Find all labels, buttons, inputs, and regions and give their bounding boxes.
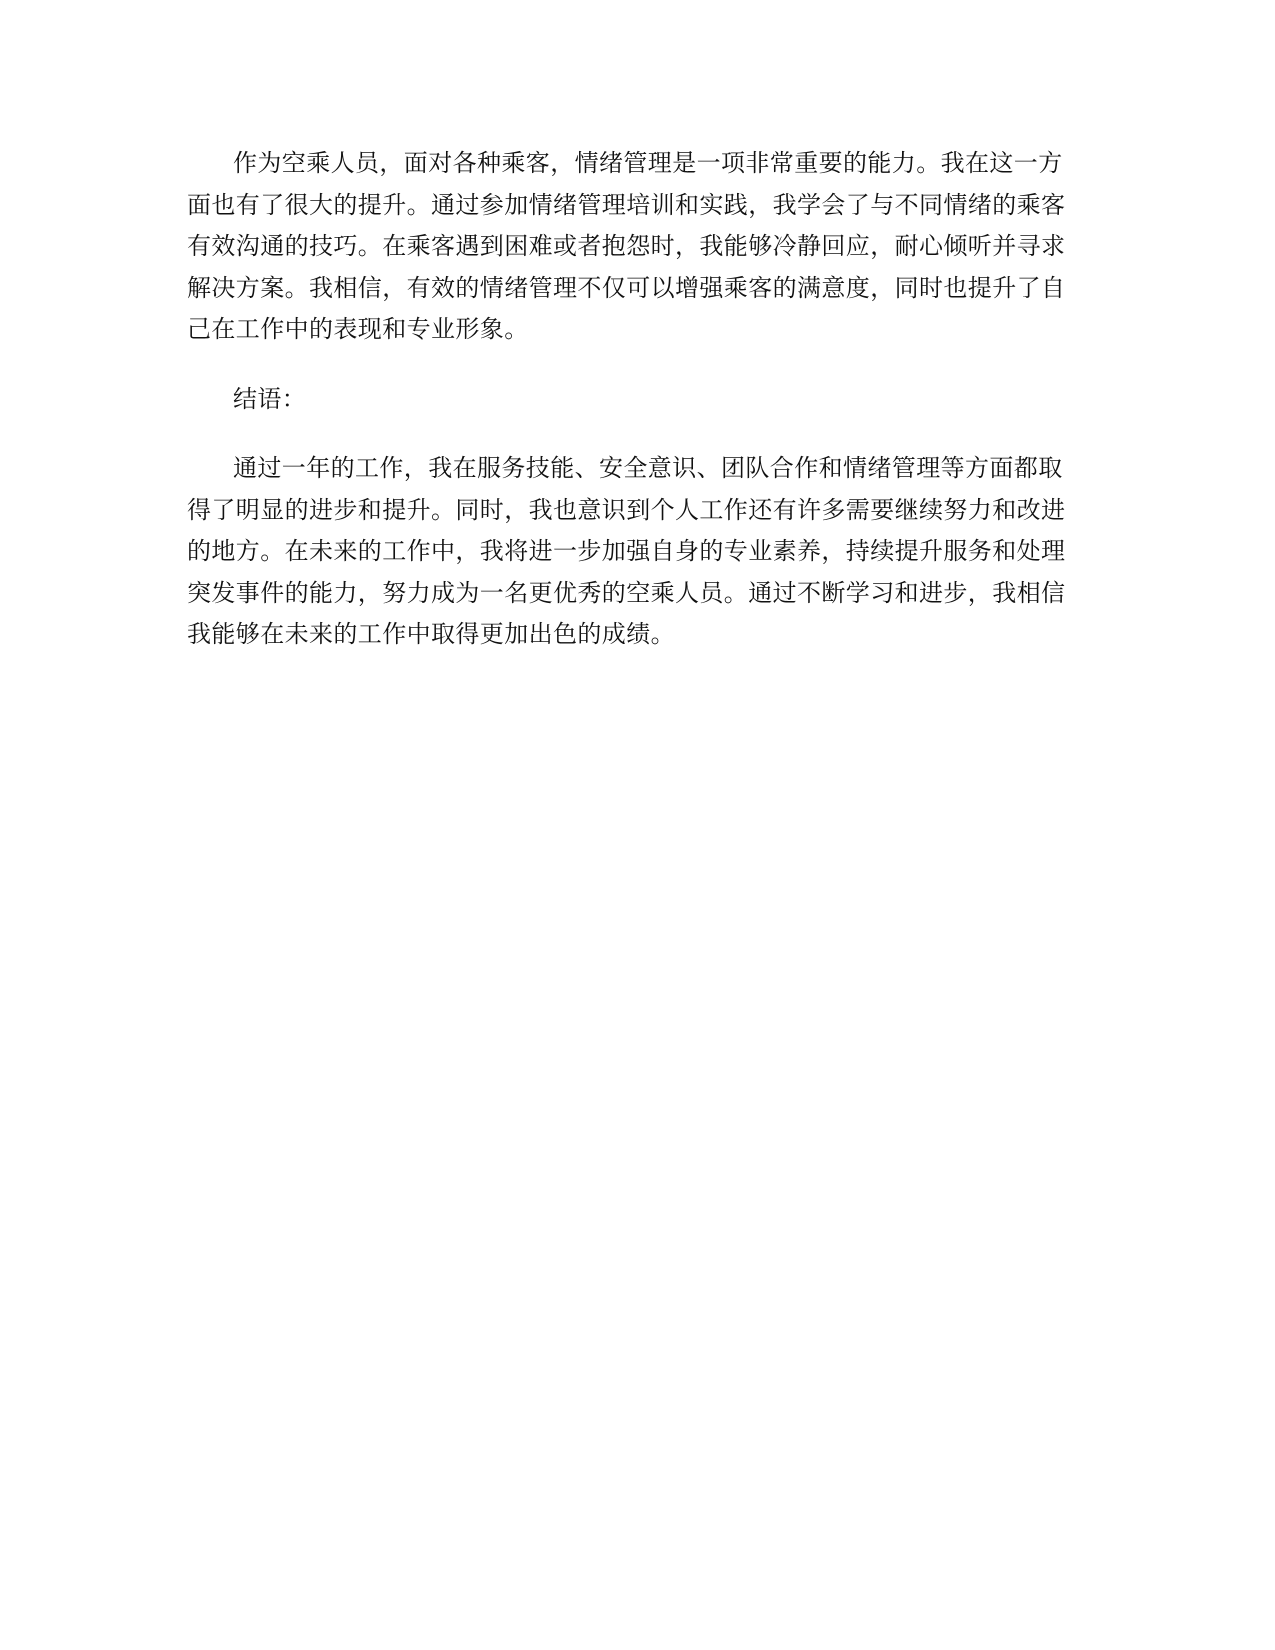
paragraph-line: 作为空乘人员，面对各种乘客，情绪管理是一项非常重要的能力。我在这一方 [233,149,1063,177]
paragraph-emotion-management [187,143,1087,351]
paragraph-line: 己在工作中的表现和专业形象。 [187,315,529,343]
document-body [187,143,1087,684]
paragraph-line: 有效沟通的技巧。在乘客遇到困难或者抱怨时，我能够冷静回应，耐心倾听并寻求 [187,232,1066,260]
paragraph-line: 我能够在未来的工作中取得更加出色的成绩。 [187,620,675,648]
paragraph-conclusion [187,448,1087,656]
conclusion-heading-text: 结语： [233,384,307,413]
paragraph-line: 突发事件的能力，努力成为一名更优秀的空乘人员。通过不断学习和进步，我相信 [187,578,1066,607]
paragraph-line: 解决方案。我相信，有效的情绪管理不仅可以增强乘客的满意度，同时也提升了自 [187,273,1066,302]
conclusion-heading [187,379,1087,421]
paragraph-line: 的地方。在未来的工作中，我将进一步加强自身的专业素养，持续提升服务和处理 [187,537,1066,565]
paragraph-line: 得了明显的进步和提升。同时，我也意识到个人工作还有许多需要继续努力和改进 [187,495,1066,524]
paragraph-line: 通过一年的工作，我在服务技能、安全意识、团队合作和情绪管理等方面都取 [233,454,1063,482]
paragraph-line: 面也有了很大的提升。通过参加情绪管理培训和实践，我学会了与不同情绪的乘客 [187,190,1066,219]
